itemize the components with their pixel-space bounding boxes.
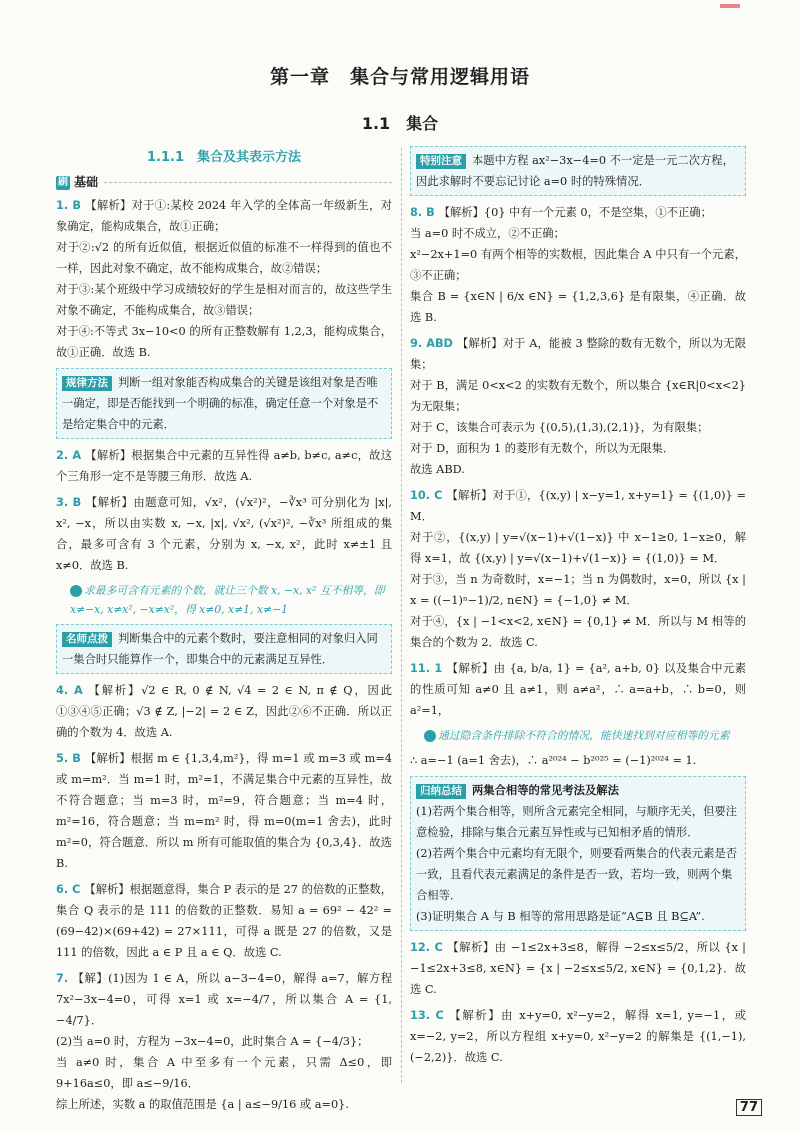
answer-line: 对于②，{(x,y) | y=√(x−1)+√(1−x)} 中 x−1≥0, 1−x≥0，解得 x=1，故 {(x,y) | y=√(x−1)+√(1−x)} = {(1,0)} = M． (410, 531, 746, 565)
special-note-box (410, 146, 746, 196)
answer-line: 【解析】√2 ∈ R, 0 ∉ N, √4 = 2 ∈ N, π ∉ Q，因此①③④⑤正确；√3 ∉ Z, |−2| = 2 ∈ Z，因此②⑥不正确．所以正确的个数为 4．故选 A. (56, 684, 392, 739)
note-icon (424, 730, 436, 742)
summary-title: 两集合相等的常见考法及解法 (472, 783, 619, 797)
answer-item-10 (410, 485, 746, 653)
basic-label: 基础 (74, 175, 99, 189)
section-title: 1.1 集合 (361, 114, 439, 133)
answer-line: 【解】(1)因为 1 ∈ A，所以 a−3−4=0，解得 a=7，解方程 7x²−3x−4=0，可得 x=1 或 x=−4/7，所以集合 A = {1, −4/7}． (56, 972, 392, 1027)
question-number: 12. C (410, 941, 443, 954)
note-text: 求最多可含有元素的个数，就让三个数 x, −x, x² 互不相等，即 x≠−x, x≠x², −x≠x²，得 x≠0, x≠1, x≠−1 (70, 584, 385, 616)
summary-line: (2)若两个集合中元素均有无限个，则要看两集合的代表元素是否一致，且看代表元素满足的条件是否一致，若均一致，则两个集合相等． (416, 847, 738, 902)
question-number: 6. C (56, 883, 81, 896)
answer-item-13 (410, 1005, 746, 1068)
left-column (56, 143, 392, 1111)
special-note-text: 本题中方程 ax²−3x−4=0 不一定是一元二次方程，因此求解时不要忘记讨论 a=0 时的特殊情况． (416, 154, 734, 188)
answer-line: 【解析】由 −1≤2x+3≤8，解得 −2≤x≤5/2，所以 {x | −1≤2x+3≤8, x∈N} = {x | −2≤x≤5/2, x∈N} = {0,1,2}．故选 C. (410, 941, 746, 996)
question-number: 13. C (410, 1009, 444, 1022)
answer-item-3 (56, 492, 392, 576)
question-number: 2. A (56, 449, 82, 462)
question-number: 4. A (56, 684, 83, 697)
answer-line: 【解析】对于①:某校 2024 年入学的全体高一年级新生，对象确定，能构成集合，故①正确； (56, 199, 392, 233)
answer-line: 对于②:√2 的所有近似值，根据近似值的标准不一样得到的值也不一样，因此对象不确定，故不能构成集合，故②错误； (56, 241, 392, 275)
answer-line: 对于 B，满足 0<x<2 的实数有无数个，所以集合 {x∈R|0<x<2} 为无限集； (410, 379, 746, 413)
answer-item-2 (56, 445, 392, 487)
pen-mark (720, 4, 740, 8)
answer-line: 对于 C，该集合可表示为 {(0,5),(1,3),(2,1)}，为有限集； (410, 421, 709, 434)
question-number: 11. 1 (410, 662, 443, 675)
summary-line: (1)若两个集合相等，则所含元素完全相同，与顺序无关，但要注意检验，排除与集合元素互异性或与已知相矛盾的情形． (416, 805, 738, 839)
summary-tag: 归纳总结 (416, 784, 466, 799)
question-number: 10. C (410, 489, 443, 502)
handwritten-note (424, 726, 746, 745)
subsection-title: 1.1.1 集合及其表示方法 (146, 150, 301, 165)
answer-item-5 (56, 748, 392, 874)
question-number: 7. (56, 972, 69, 985)
answer-item-6 (56, 879, 392, 963)
answer-item-11 (410, 658, 746, 721)
answer-line: 【解析】{0} 中有一个元素 0，不是空集，①不正确； (438, 206, 712, 219)
special-note-tag: 特别注意 (416, 154, 466, 169)
teacher-text: 判断集合中的元素个数时，要注意相同的对象归入同一集合时只能算作一个，即集合中的元素满足互异性． (62, 632, 378, 666)
answer-line: 对于 D，面积为 1 的菱形有无数个，所以为无限集． (410, 442, 675, 455)
answer-item-12 (410, 937, 746, 1000)
answer-item-1 (56, 195, 392, 363)
question-number: 1. B (56, 199, 81, 212)
teacher-tag: 名师点拨 (62, 632, 112, 647)
answer-line: 【解析】由 {a, b/a, 1} = {a², a+b, 0} 以及集合中元素的性质可知 a≠0 且 a≠1，则 a≠a²，∴ a=a+b，∴ b=0，则 a²=1， (410, 662, 747, 717)
answer-line: 集合 B = {x∈N | 6/x ∈N} = {1,2,3,6} 是有限集，④正确．故选 B. (410, 290, 746, 324)
answer-line: 综上所述，实数 a 的取值范围是 {a | a≤−9/16 或 a=0}. (56, 1098, 349, 1111)
summary-line: (3)证明集合 A 与 B 相等的常用思路是证“A⊆B 且 B⊆A”. (416, 910, 705, 923)
answer-line: (2)当 a=0 时，方程为 −3x−4=0，此时集合 A = {−4/3}； (56, 1035, 369, 1048)
method-box (56, 368, 392, 439)
question-number: 3. B (56, 496, 82, 509)
teacher-box (56, 624, 392, 674)
answer-line: ∴ a=−1 (a=1 舍去)，∴ a²⁰²⁴ − b²⁰²⁵ = (−1)²⁰²⁴ = 1. (410, 754, 697, 767)
page-number: 77 (736, 1099, 762, 1116)
answer-line: 对于③:某个班级中学习成绩较好的学生是相对而言的，故这些学生对象不确定，不能构成集合，故③错误； (56, 283, 392, 317)
answer-item-9 (410, 333, 746, 480)
answer-line: 【解析】对于①，{(x,y) | x−y=1, x+y=1} = {(1,0)} = M． (410, 489, 746, 523)
answer-line: x²−2x+1=0 有两个相等的实数根，因此集合 A 中只有一个元素，③不正确； (410, 248, 746, 282)
answer-line: 【解析】对于 A，能被 3 整除的数有无数个，所以为无限集； (410, 337, 746, 371)
note-text: 通过隐含条件排除不符合的情况，能快速找到对应相等的元素 (438, 729, 730, 742)
divider (104, 182, 392, 183)
answer-line: 【解析】根据 m ∈ {1,3,4,m²}，得 m=1 或 m=3 或 m=4 或 m=m²．当 m=1 时，m²=1，不满足集合中元素的互异性，故不符合题意；当 m=3 时，m²=9，符合题意；当 m=4 时，m²=16，符合题意；当 m=m² 时，得 m=0(m=1 舍去)，此时 m²=0，符合题意．所以 m 所有可能取值的集合为 {0,3,4}．故选 B. (56, 752, 392, 870)
method-tag: 规律方法 (62, 376, 112, 391)
answer-line: 【解析】根据集合中元素的互异性得 a≠b, b≠c, a≠c，故这个三角形一定不是等腰三角形．故选 A. (56, 449, 392, 483)
answer-line: 故选 ABD. (410, 463, 465, 476)
answer-line: 对于③，当 n 为奇数时，x=−1；当 n 为偶数时，x=0，所以 {x | x = ((−1)ⁿ−1)/2, n∈N} = {−1,0} ≠ M． (410, 573, 746, 607)
answer-line: 【解析】根据题意得，集合 P 表示的是 27 的倍数的正整数，集合 Q 表示的是 111 的倍数的正整数．易知 a = 69² − 42² = (69−42)×(69+42) = 27×111，可得 a 既是 27 的倍数，又是 111 的倍数，因此 a ∈ P 且 a ∈ Q．故选 C. (56, 883, 392, 959)
answer-line: 对于④:不等式 3x−10<0 的所有正整数解有 1,2,3，能构成集合，故①正确．故选 B. (56, 325, 392, 359)
method-text: 判断一组对象能否构成集合的关键是该组对象是否唯一确定，即是否能找到一个明确的标准，确定任意一个对象是不是给定集合中的元素． (62, 376, 379, 431)
answer-item-11-end (410, 750, 746, 771)
column-divider (401, 148, 403, 1083)
answer-line: 当 a≠0 时，集合 A 中至多有一个元素，只需 Δ≤0，即 9+16a≤0，即 a≤−9/16． (56, 1056, 392, 1090)
question-number: 5. B (56, 752, 81, 765)
answer-line: 【解析】由 x+y=0, x²−y=2，解得 x=1, y=−1，或 x=−2, y=2，所以方程组 x+y=0, x²−y=2 的解集是 {(1,−1),(−2,2)}．故选 C. (410, 1009, 746, 1064)
chapter-title: 第一章 集合与常用逻辑用语 (269, 66, 530, 88)
answer-item-7 (56, 968, 392, 1115)
basic-header (56, 172, 392, 193)
right-column (410, 143, 746, 1093)
handwritten-note (70, 581, 392, 619)
question-number: 8. B (410, 206, 435, 219)
note-icon (70, 585, 82, 597)
answer-item-8 (410, 202, 746, 328)
answer-line: 当 a=0 时不成立，②不正确； (410, 227, 565, 240)
summary-box (410, 776, 746, 931)
answer-item-4 (56, 680, 392, 743)
brush-icon: 刷 (58, 177, 68, 188)
answer-line: 【解析】由题意可知，√x²，(√x²)²，−∛x³ 可分别化为 |x|, x², −x，所以由实数 x, −x, |x|, √x², (√x²)², −∛x³ 所组成的集合，最多可含有 3 个元素，分别为 x, −x, x²，此时 x≠±1 且 x≠0．故选 B. (56, 496, 392, 572)
question-number: 9. ABD (410, 337, 453, 350)
answer-line: 对于④，{x | −1<x<2, x∈N} = {0,1} ≠ M．所以与 M 相等的集合的个数为 2．故选 C. (410, 615, 746, 649)
